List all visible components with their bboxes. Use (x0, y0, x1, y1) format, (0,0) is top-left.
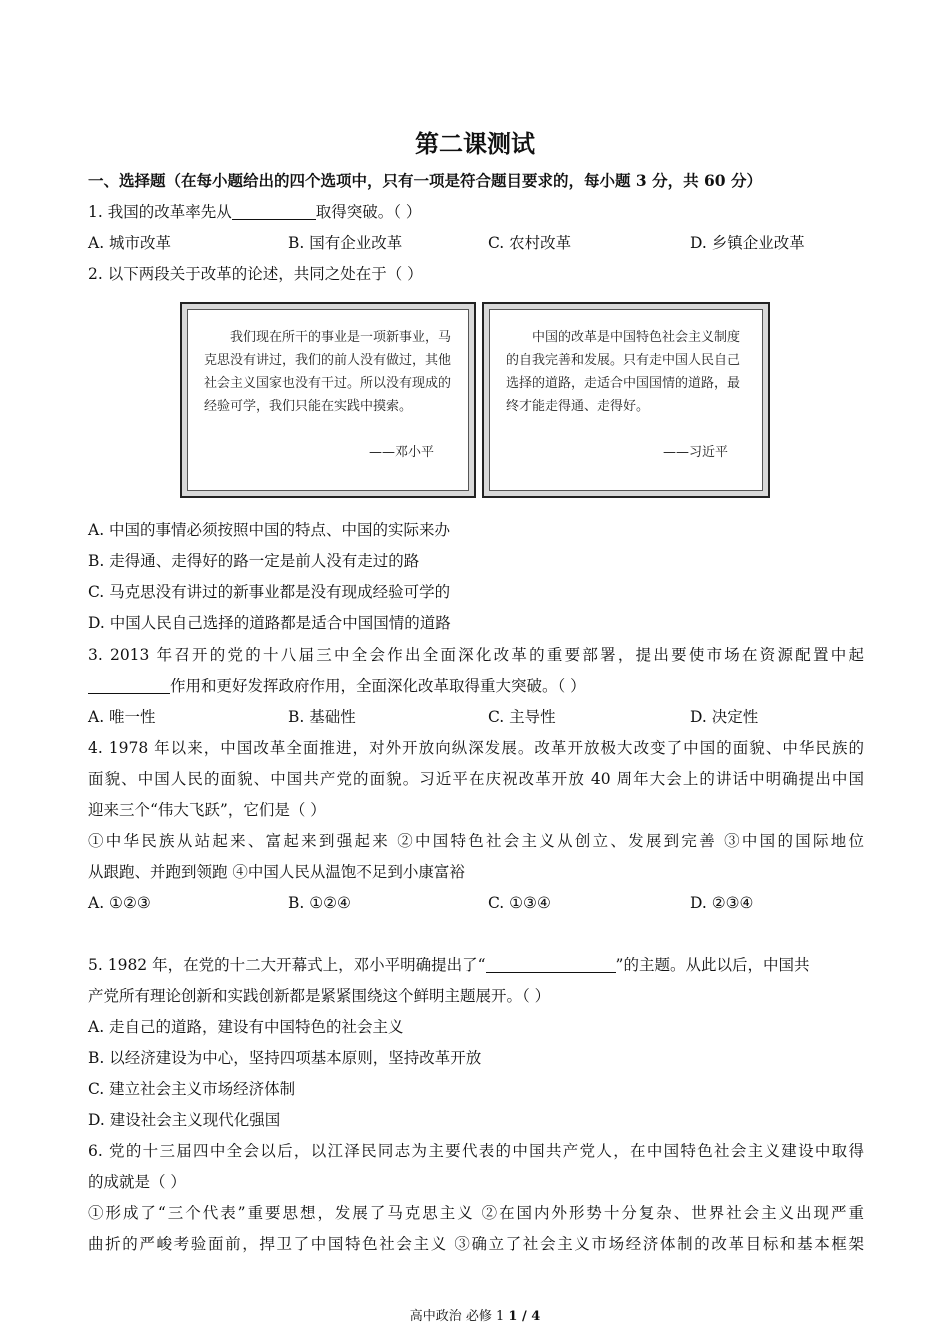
question-4-line-1: 4. 1978 年以来，中国改革全面推进，对外开放向纵深发展。改革开放极大改变了中国的面貌、中华民族的 (88, 739, 864, 757)
q5-option-a: A. 走自己的道路，建设有中国特色的社会主义 (88, 1018, 404, 1036)
q5-option-b: B. 以经济建设为中心，坚持四项基本原则，坚持改革开放 (88, 1049, 482, 1067)
q1-option-c: C. 农村改革 (488, 234, 572, 252)
footer-label: 高中政治 必修 1 (409, 1309, 509, 1324)
question-6-line-3: ①形成了“三个代表”重要思想，发展了马克思主义 ②在国内外形势十分复杂、世界社会主义出现严重 (88, 1204, 864, 1222)
quote-xi-author: ——习近平 (662, 445, 728, 460)
quote-deng-text: 我们现在所干的事业是一项新事业，马克思没有讲过，我们的前人没有做过，其他社会主义国家也没有干过。所以没有现成的经验可学，我们只能在实践中摸索。 (204, 330, 452, 414)
question-3-line-2 (88, 675, 586, 697)
page-title: 第二课测试 (415, 129, 535, 158)
q1-option-a: A. 城市改革 (88, 234, 172, 252)
answer-blank (88, 677, 170, 694)
question-5-line-1-end: ”的主题。从此以后，中国共 (615, 956, 810, 974)
q3-option-a: A. 唯一性 (88, 708, 156, 726)
question-3-line-1: 3. 2013 年召开的党的十八届三中全会作出全面深化改革的重要部署，提出要使市场在资源配置中起 (88, 646, 864, 664)
question-3-line-2-text: 作用和更好发挥政府作用，全面深化改革取得重大突破。（ ） (170, 677, 586, 695)
question-6-line-1: 6. 党的十三届四中全会以后，以江泽民同志为主要代表的中国共产党人，在中国特色社会主义建设中取得 (88, 1142, 864, 1160)
question-4-line-5: 从跟跑、并跑到领跑 ④中国人民从温饱不足到小康富裕 (88, 863, 465, 881)
q1-option-b: B. 国有企业改革 (288, 234, 403, 252)
question-6-line-4: 曲折的严峻考验面前，捍卫了中国特色社会主义 ③确立了社会主义市场经济体制的改革目标和基本框架 (88, 1235, 864, 1253)
q4-option-c: C. ①③④ (488, 894, 551, 912)
question-4-line-2: 面貌、中国人民的面貌、中国共产党的面貌。习近平在庆祝改革开放 40 周年大会上的讲话中明确提出中国 (88, 770, 864, 788)
question-1-stem (88, 201, 421, 223)
question-4-line-3: 迎来三个“伟大飞跃”，它们是（ ） (88, 801, 326, 819)
q5-option-c: C. 建立社会主义市场经济体制 (88, 1080, 296, 1098)
question-2-stem: 2. 以下两段关于改革的论述，共同之处在于（ ） (88, 265, 423, 283)
q2-option-d: D. 中国人民自己选择的道路都是适合中国国情的道路 (88, 614, 451, 632)
q3-option-b: B. 基础性 (288, 708, 356, 726)
answer-blank (486, 956, 616, 973)
q2-option-c: C. 马克思没有讲过的新事业都是没有现成经验可学的 (88, 583, 451, 601)
question-1-stem-end: 取得突破。（ ） (315, 203, 422, 221)
q4-option-b: B. ①②④ (288, 894, 351, 912)
quote-xi-text: 中国的改革是中国特色社会主义制度的自我完善和发展。只有走中国人民自己选择的道路，走适合中国国情的道路，最终才能走得通、走得好。 (506, 330, 741, 414)
answer-blank (232, 203, 316, 220)
q3-option-c: C. 主导性 (488, 708, 556, 726)
quote-deng-author: ——邓小平 (368, 445, 434, 460)
question-5-line-1 (88, 954, 864, 976)
q1-option-d: D. 乡镇企业改革 (690, 234, 805, 252)
question-6-line-2: 的成就是（ ） (88, 1173, 186, 1191)
question-1-stem-start: 1. 我国的改革率先从 (88, 203, 232, 221)
q2-option-b: B. 走得通、走得好的路一定是前人没有走过的路 (88, 552, 420, 570)
q2-option-a: A. 中国的事情必须按照中国的特点、中国的实际来办 (88, 521, 451, 539)
q3-option-d: D. 决定性 (690, 708, 759, 726)
question-4-line-4: ①中华民族从站起来、富起来到强起来 ②中国特色社会主义从创立、发展到完善 ③中国的国际地位 (88, 832, 864, 850)
question-5-line-2: 产党所有理论创新和实践创新都是紧紧围绕这个鲜明主题展开。（ ） (88, 987, 551, 1005)
page-footer (0, 1305, 950, 1324)
quote-frame-deng (180, 302, 476, 498)
page-number: 1 / 4 (508, 1309, 541, 1324)
q5-option-d: D. 建设社会主义现代化强国 (88, 1111, 281, 1129)
question-5-line-1-start: 5. 1982 年，在党的十二大开幕式上，邓小平明确提出了“ (88, 956, 486, 974)
q4-option-d: D. ②③④ (690, 894, 754, 912)
quote-frame-xi (482, 302, 770, 498)
section-heading: 一、选择题（在每小题给出的四个选项中，只有一项是符合题目要求的，每小题 3 分，共 60 分） (88, 171, 762, 190)
q4-option-a: A. ①②③ (88, 894, 151, 912)
